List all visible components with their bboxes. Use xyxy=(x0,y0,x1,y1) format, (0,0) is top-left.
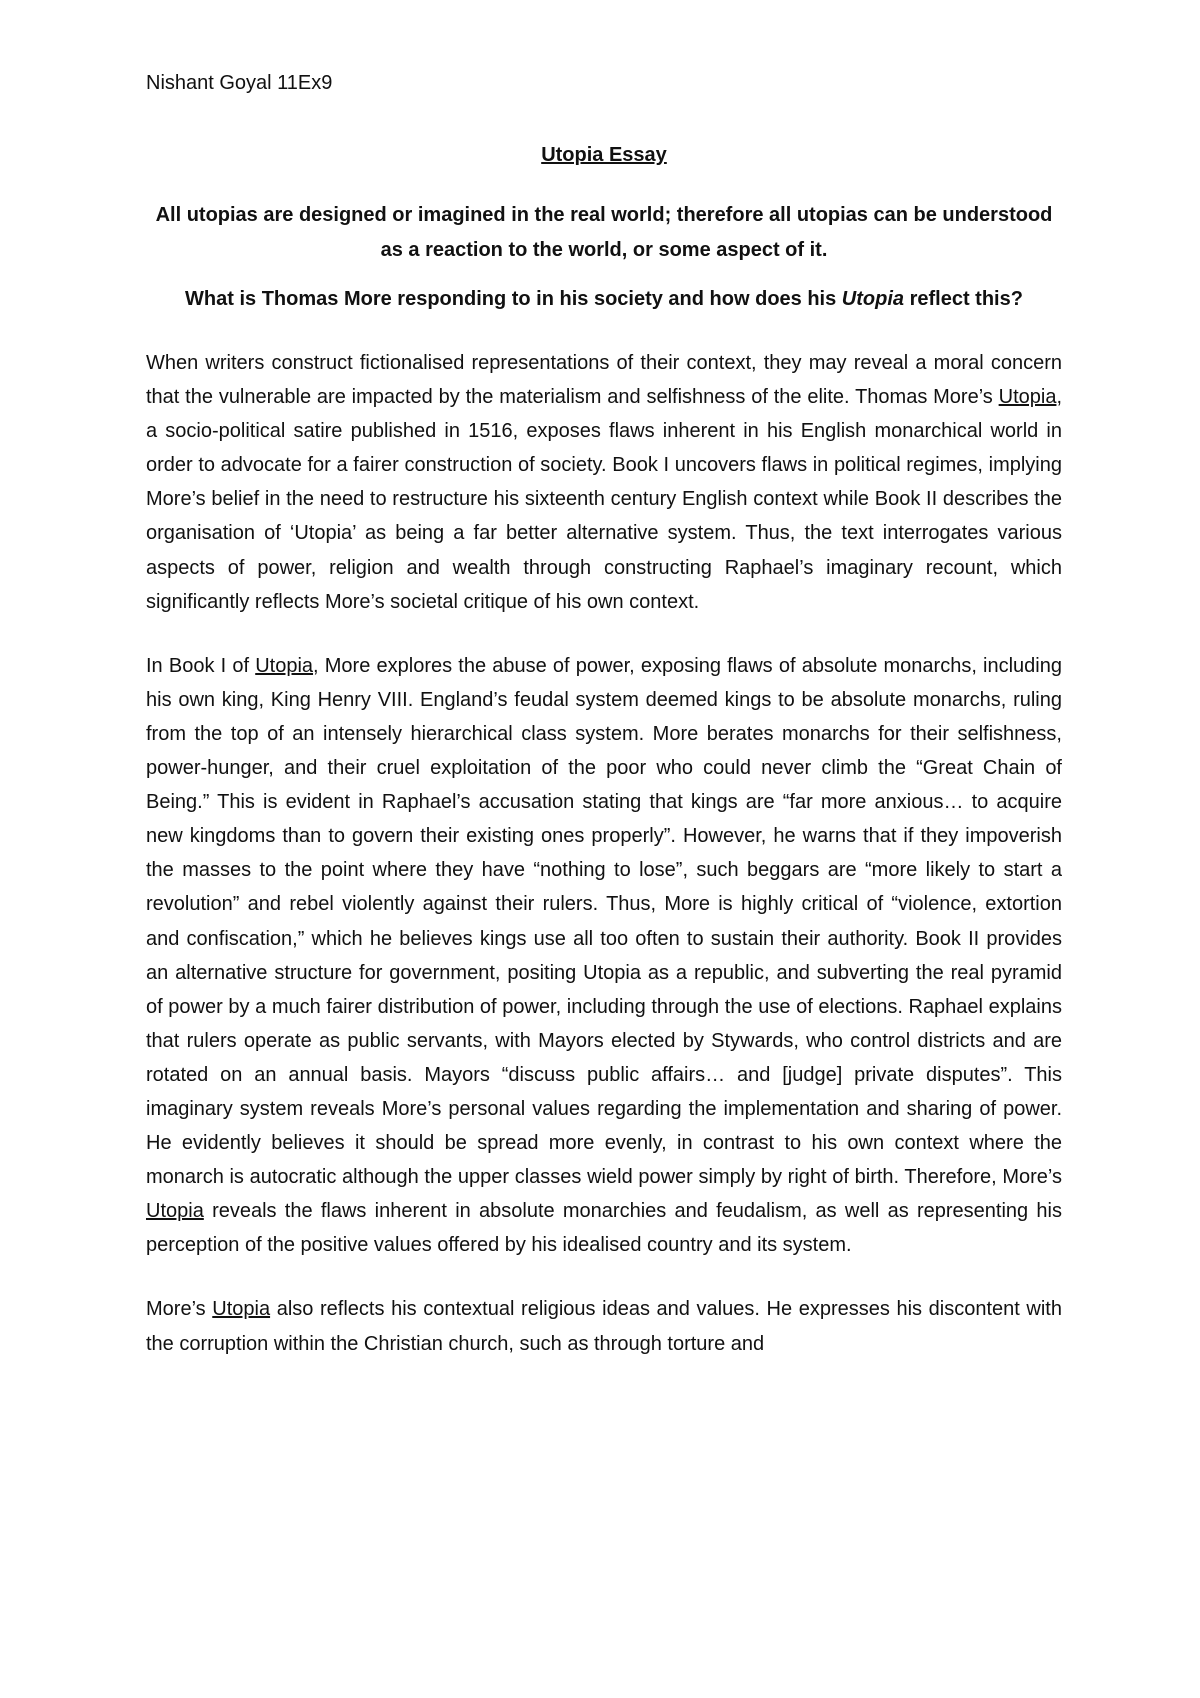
paragraph-text: , More explores the abuse of power, exposing flaws of absolute monarchs, including his own king, King Henry VIII. England’s feudal system deemed kings to be absolute monarchs, ruling from the top of an intensely hierarchical class system. More berates monarchs for their selfishness, power-hunger, and their cruel exploitation of the poor who could never climb the “Great Chain of Being.” This is evident in Raphael’s accusation stating that kings are “far more anxious… to acquire new kingdoms than to govern their existing ones properly”. However, he warns that if they impoverish the masses to the point where they have “nothing to lose”, such beggars are “more likely to start a revolution” and rebel violently against their rulers. Thus, More is highly critical of “violence, extortion and confiscation,” which he believes kings use all too often to sustain their authority. Book II provides an alternative structure for government, positing Utopia as a republic, and subverting the real pyramid of power by a much fairer distribution of power, including through the use of elections. Raphael explains that rulers operate as public servants, with Mayors elected by Stywards, who control districts and are rotated on an annual basis. Mayors “discuss public affairs… and [judge] private disputes”. This imaginary system reveals More’s personal values regarding the implementation and sharing of power. He evidently believes it should be spread more evenly, in contrast to his own context where the monarch is autocratic although the upper classes wield power simply by right of birth. Therefore, More’s xyxy=(146,654,1062,1189)
essay-question xyxy=(146,284,1062,314)
book-title-reference: Utopia xyxy=(255,654,314,677)
paragraph-text: reveals the flaws inherent in absolute monarchies and feudalism, as well as representing his perception of the positive values offered by his idealised country and its system. xyxy=(146,1200,1062,1257)
paragraph-text: also reflects his contextual religious ideas and values. He expresses his discontent with the corruption within the Christian church, such as through torture and xyxy=(146,1298,1062,1355)
paragraph-text: In Book I of xyxy=(146,654,256,677)
question-text-start: What is Thomas More responding to in his society and how does his xyxy=(185,288,842,310)
paragraph-text: When writers construct fictionalised representations of their context, they may reveal a moral concern that the vulnerable are impacted by the materialism and selfishness of the elite. Thomas More’s xyxy=(146,352,1062,409)
question-text-end: reflect this? xyxy=(904,288,1023,310)
paragraph-religion xyxy=(146,1292,1062,1360)
question-book-title: Utopia xyxy=(841,288,905,310)
essay-prompt: All utopias are designed or imagined in the real world; therefore all utopias can be understood as a reaction to the world, or some aspect of it. xyxy=(155,204,1053,261)
paragraph-text: More’s xyxy=(146,1298,213,1321)
author-line: Nishant Goyal 11Ex9 xyxy=(146,72,333,94)
book-title-reference: Utopia xyxy=(146,1200,204,1223)
paragraph-power xyxy=(146,649,1062,1263)
document-page xyxy=(146,70,1062,1391)
book-title-reference: Utopia xyxy=(212,1298,271,1321)
essay-title: Utopia Essay xyxy=(541,144,667,166)
paragraph-introduction xyxy=(146,346,1062,619)
paragraph-text: , a socio-political satire published in 1516, exposes flaws inherent in his English monarchical world in order to advocate for a fairer construction of society. Book I uncovers flaws in political regimes, implying More’s belief in the need to restructure his sixteenth century English context while Book II describes the organisation of ‘Utopia’ as being a far better alternative system. Thus, the text interrogates various aspects of power, religion and wealth through constructing Raphael’s imaginary recount, which significantly reflects More’s societal critique of his own context. xyxy=(146,386,1062,613)
book-title-reference: Utopia xyxy=(998,386,1057,409)
